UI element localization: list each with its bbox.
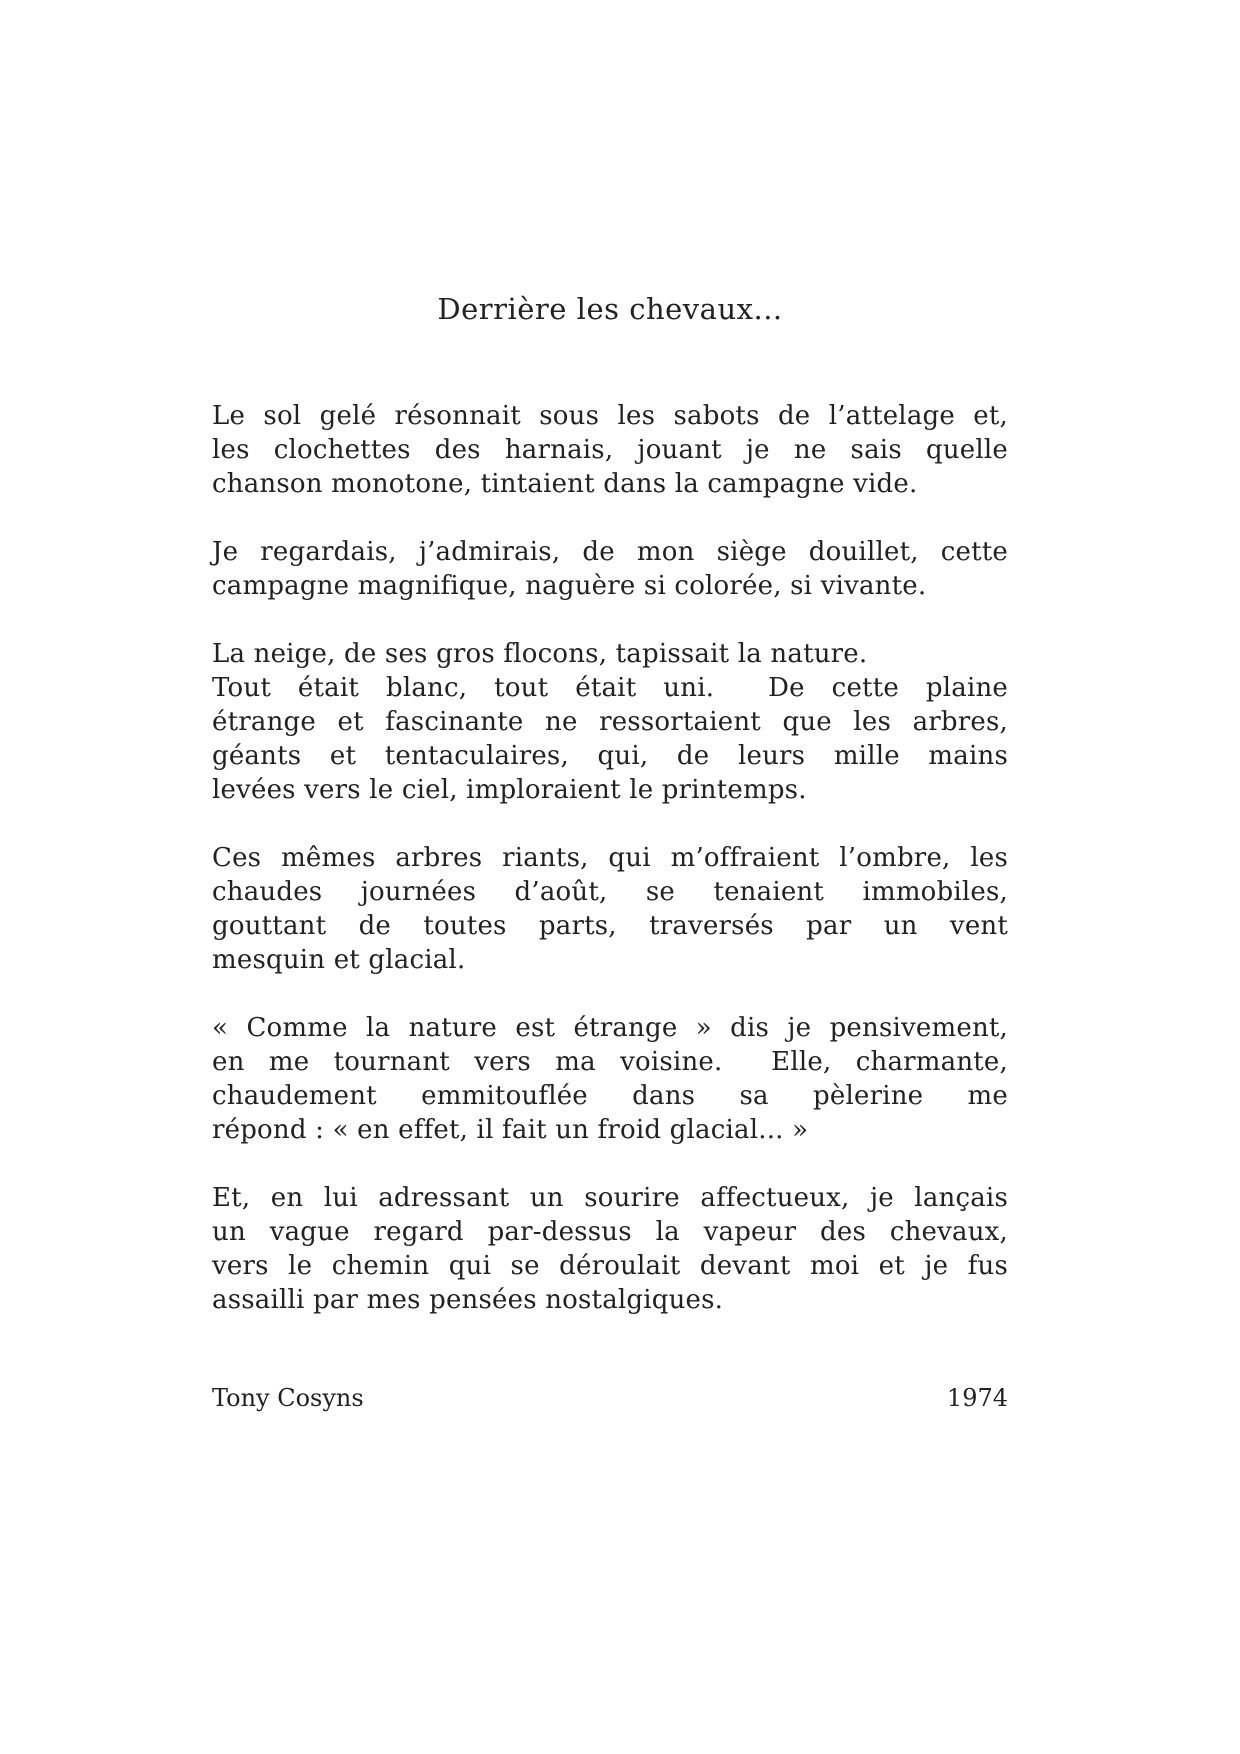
paragraph-line: mesquin et glacial.	[212, 945, 466, 975]
author-name: Tony Cosyns	[212, 1384, 364, 1412]
paragraph-line: La neige, de ses gros flocons, tapissait la nature.	[212, 639, 868, 669]
paragraph	[212, 637, 1008, 807]
paragraph-line: chaudement emmitouflée dans sa pèlerine me	[212, 1081, 1008, 1111]
text-column	[212, 0, 1008, 1415]
paragraph	[212, 535, 1008, 603]
document-title: Derrière les chevaux...	[437, 292, 783, 326]
paragraph-line: répond : « en effet, il fait un froid glacial... »	[212, 1115, 809, 1145]
paragraph-line: Ces mêmes arbres riants, qui m’offraient l’ombre, les	[212, 843, 1008, 873]
paragraph-line: géants et tentaculaires, qui, de leurs mille mains	[212, 741, 1008, 771]
paragraph	[212, 1181, 1008, 1317]
paragraph-line: Je regardais, j’admirais, de mon siège douillet, cette	[212, 537, 1008, 567]
paragraph-line: étrange et fascinante ne ressortaient que les arbres,	[212, 707, 1008, 737]
paragraph-line: Le sol gelé résonnait sous les sabots de l’attelage et,	[212, 401, 1008, 431]
document-body	[212, 399, 1008, 1317]
paragraph-line: un vague regard par-dessus la vapeur des chevaux,	[212, 1217, 1008, 1247]
paragraph-line: assailli par mes pensées nostalgiques.	[212, 1285, 724, 1315]
document-footer	[212, 1381, 1008, 1415]
paragraph-line: en me tournant vers ma voisine. Elle, charmante,	[212, 1047, 1008, 1077]
paragraph	[212, 841, 1008, 977]
paragraph-line: chanson monotone, tintaient dans la campagne vide.	[212, 469, 918, 499]
paragraph-line: vers le chemin qui se déroulait devant moi et je fus	[212, 1251, 1008, 1281]
paragraph	[212, 1011, 1008, 1147]
publication-year: 1974	[946, 1384, 1008, 1412]
paragraph-line: Tout était blanc, tout était uni. De cette plaine	[212, 673, 1008, 703]
paragraph-line: Et, en lui adressant un sourire affectueux, je lançais	[212, 1183, 1008, 1213]
paragraph-line: « Comme la nature est étrange » dis je pensivement,	[212, 1013, 1008, 1043]
paragraph-line: levées vers le ciel, imploraient le printemps.	[212, 775, 807, 805]
paragraph-line: campagne magnifique, naguère si colorée, si vivante.	[212, 571, 927, 601]
paragraph-line: les clochettes des harnais, jouant je ne sais quelle	[212, 435, 1008, 465]
paragraph-line: gouttant de toutes parts, traversés par un vent	[212, 911, 1008, 941]
paragraph-line: chaudes journées d’août, se tenaient immobiles,	[212, 877, 1008, 907]
paragraph	[212, 399, 1008, 501]
